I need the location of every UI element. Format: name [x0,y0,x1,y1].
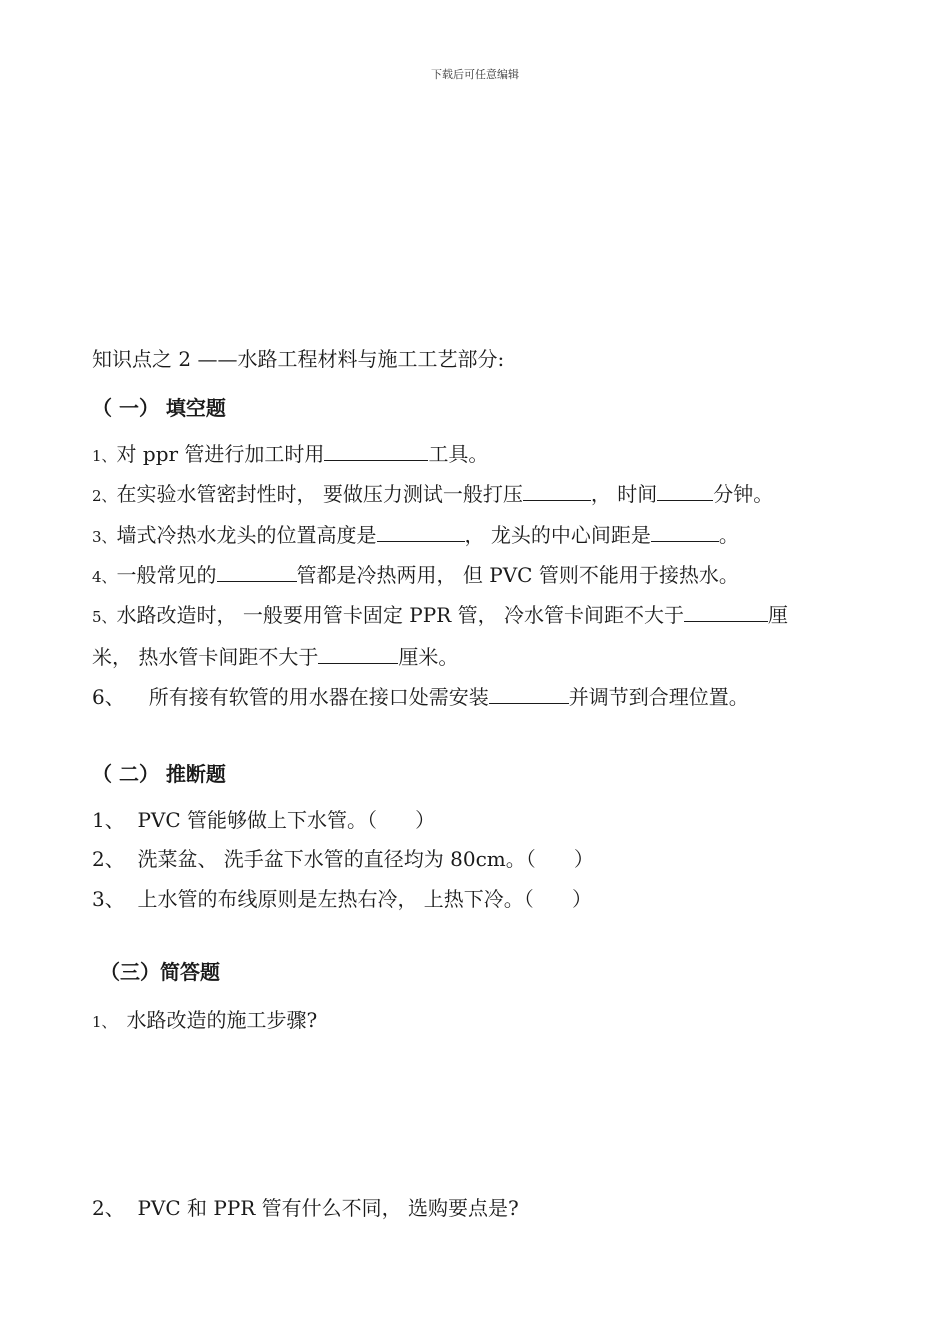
question-text: ， 龙头的中心间距是 [464,523,651,547]
fill-question-5 [92,601,788,631]
question-text: 水路改造的施工步骤? [126,1008,318,1032]
judge-question-1: 1、 PVC 管能够做上下水管。（ ） [92,808,436,832]
question-text: 。 [718,523,739,547]
question-text: 所有接有软管的用水器在接口处需安装 [148,685,489,709]
judge-question-3: 3、 上水管的布线原则是左热右冷， 上热下冷。（ ） [92,887,592,911]
answer-blank[interactable] [217,561,297,582]
question-number: 1、 [92,447,117,465]
question-text: 分钟。 [713,482,774,506]
question-text: 工具。 [428,442,489,466]
answer-blank[interactable] [684,601,768,622]
section1-heading: （ 一） 填空题 [92,396,226,420]
answer-blank[interactable] [324,440,428,461]
question-text: 米， 热水管卡间距不大于 [92,645,319,669]
question-text: 墙式冷热水龙头的位置高度是 [116,523,377,547]
judge-question-2: 2、 洗菜盆、 洗手盆下水管的直径均为 80cm。（ ） [92,847,594,871]
fill-question-4 [92,561,739,591]
fill-question-3 [92,521,739,551]
question-number: 2、 [92,487,117,505]
question-text: 在实验水管密封性时， 要做压力测试一般打压 [116,482,523,506]
answer-blank[interactable] [651,521,719,542]
question-text: 厘米。 [398,645,459,669]
question-number: 5、 [92,608,117,626]
question-text: 厘 [767,603,788,627]
answer-blank[interactable] [318,643,398,664]
section2-heading: （ 二） 推断题 [92,762,226,786]
question-text: 水路改造时， 一般要用管卡固定 PPR 管， 冷水管卡间距不大于 [116,603,684,627]
section-title: 知识点之 2 ——水路工程材料与施工工艺部分: [92,347,505,371]
question-text: ， 时间 [590,482,658,506]
short-answer-question-1 [92,1006,317,1036]
fill-question-1 [92,440,488,470]
answer-blank[interactable] [377,521,465,542]
short-answer-question-2: 2、 PVC 和 PPR 管有什么不同， 选购要点是? [92,1196,519,1220]
question-text: 一般常见的 [116,563,217,587]
fill-question-2 [92,480,773,510]
question-text: 对 ppr 管进行加工时用 [116,442,325,466]
question-text: 管都是冷热两用， 但 PVC 管则不能用于接热水。 [296,563,739,587]
fill-question-5-continued [92,643,458,671]
question-number: 1、 [92,1013,117,1031]
answer-blank[interactable] [657,480,713,501]
header-note: 下载后可任意编辑 [431,68,519,81]
answer-blank[interactable] [523,480,591,501]
fill-question-6 [92,683,749,711]
question-text: 并调节到合理位置。 [568,685,749,709]
question-number: 3、 [92,528,117,546]
question-number: 4、 [92,568,117,586]
answer-blank[interactable] [489,683,569,704]
section3-heading: （三）简答题 [100,960,220,984]
question-number: 6、 [92,685,125,709]
